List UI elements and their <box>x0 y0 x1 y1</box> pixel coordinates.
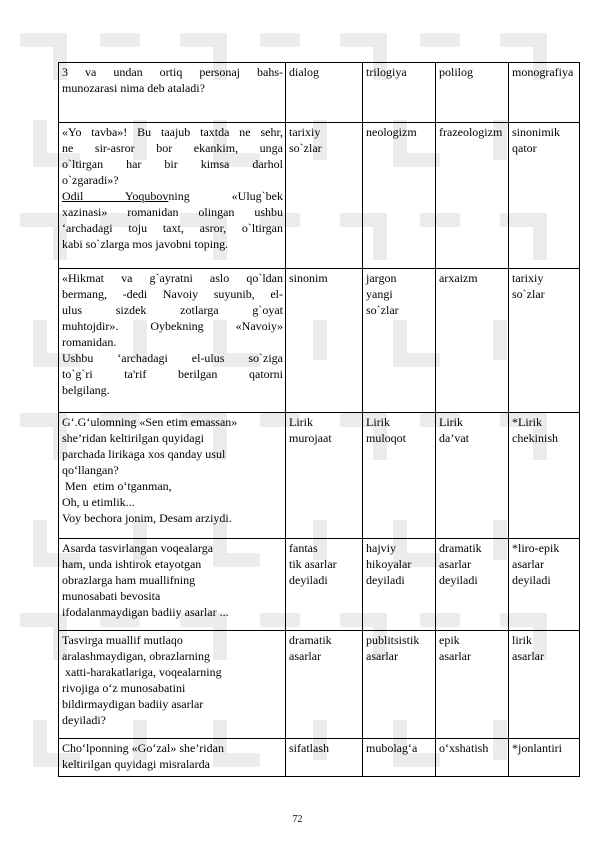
option-cell: dramatik asarlar <box>286 631 363 739</box>
option-cell: polilog <box>436 63 509 123</box>
question-line: ulus sizdek zotlarga g`oyat <box>62 303 283 317</box>
question-line: kabi so`zlarga mos javobni toping. <box>62 237 229 251</box>
option-cell: *jonlantiri <box>509 739 580 777</box>
question-line: ne sir-asror bor ekankim, unga <box>62 141 283 155</box>
question-line: keltirilgan quyidagi misralarda <box>62 757 210 771</box>
table-row <box>59 631 580 739</box>
question-line: muhtojdir». Oybekning «Navoiy» <box>62 319 283 333</box>
option-cell: sifatlash <box>286 739 363 777</box>
question-line: xazinasi» romanidan olingan ushbu <box>62 205 283 219</box>
poem-line: Oh, u etimlik... <box>62 495 135 509</box>
table-row <box>59 739 580 777</box>
question-cell <box>59 123 286 269</box>
poem-line: Voy bechora jonim, Desam arziydi. <box>62 511 232 525</box>
option-cell: epik asarlar <box>436 631 509 739</box>
question-line: she’ridan keltirilgan quyidagi <box>62 431 204 445</box>
question-line: Ushbu ‘archadagi el-ulus so`ziga <box>62 351 283 365</box>
question-line: qo‘llangan? <box>62 463 119 477</box>
option-cell: sinonim <box>286 269 363 413</box>
question-line: Asarda tasvirlangan voqealarga <box>62 541 214 555</box>
option-cell: sinonimik qator <box>509 123 580 269</box>
question-cell <box>59 631 286 739</box>
question-cell <box>59 63 286 123</box>
option-cell: trilogiya <box>363 63 436 123</box>
question-line: Cho‘lponning «Go‘zal» she’ridan <box>62 741 224 755</box>
question-line: 3 va undan ortiq personaj bahs- <box>62 65 283 79</box>
option-cell: mubolag‘a <box>363 739 436 777</box>
question-line: rivojiga o‘z munosabatini <box>62 681 186 695</box>
question-cell <box>59 539 286 631</box>
option-cell: lirik asarlar <box>509 631 580 739</box>
option-cell: arxaizm <box>436 269 509 413</box>
option-cell: *Lirik chekinish <box>509 413 580 539</box>
option-cell: Lirik murojaat <box>286 413 363 539</box>
table-row <box>59 63 580 123</box>
question-line: parchada lirikaga xos qanday usul <box>62 447 226 461</box>
question-line: o`zgaradi»? <box>62 173 119 187</box>
question-cell <box>59 269 286 413</box>
question-line: bildirmaydigan badiiy asarlar <box>62 697 204 711</box>
question-line: deyiladi? <box>62 713 106 727</box>
option-cell: Lirik muloqot <box>363 413 436 539</box>
option-cell: tarixiy so`zlar <box>286 123 363 269</box>
question-line: munozarasi nima deb ataladi? <box>62 81 205 95</box>
question-line: «Hikmat va g`ayratni aslo qo`ldan <box>62 271 283 285</box>
option-cell: hajviy hikoyalar deyiladi <box>363 539 436 631</box>
poem-line: Men etim o‘tganman, <box>62 479 172 493</box>
question-line: G‘.G‘ulomning «Sen etim emassan» <box>62 415 238 429</box>
option-cell: Lirik da’vat <box>436 413 509 539</box>
option-cell: dialog <box>286 63 363 123</box>
option-cell: *liro-epik asarlar deyiladi <box>509 539 580 631</box>
question-line: ham, unda ishtirok etayotgan <box>62 557 202 571</box>
page-number: 72 <box>292 814 303 825</box>
option-cell: jargon yangi so`zlar <box>363 269 436 413</box>
table-row <box>59 539 580 631</box>
question-line: xatti-harakatlariga, voqealarning <box>62 665 222 679</box>
question-line: «Yo tavba»! Bu taajub taxtda ne sehr, <box>62 125 283 139</box>
question-line: o`ltirgan har bir kimsa darhol <box>62 157 283 171</box>
option-cell: neologizm <box>363 123 436 269</box>
question-line: aralashmaydigan, obrazlarning <box>62 649 210 663</box>
option-cell: o‘xshatish <box>436 739 509 777</box>
question-line: bermang, -dedi Navoiy suyunib, el- <box>62 287 283 301</box>
option-cell: fantas tik asarlar deyiladi <box>286 539 363 631</box>
question-line: Tasvirga muallif mutlaqo <box>62 633 183 647</box>
question-line: ‘archadagi toju taxt, asror, o`ltirgan <box>62 221 283 235</box>
option-cell: frazeologizm <box>436 123 509 269</box>
table-row <box>59 413 580 539</box>
question-table <box>58 62 580 777</box>
table-row <box>59 269 580 413</box>
option-cell: publitsistik asarlar <box>363 631 436 739</box>
question-line: obrazlarga ham muallifning <box>62 573 196 587</box>
question-line: Odil Yoqubovning «Ulug`bek <box>62 189 284 203</box>
option-cell: tarixiy so`zlar <box>509 269 580 413</box>
question-line: belgilang. <box>62 383 110 397</box>
question-cell <box>59 739 286 777</box>
table-row <box>59 123 580 269</box>
option-cell: dramatik asarlar deyiladi <box>436 539 509 631</box>
option-cell: monografiya <box>509 63 580 123</box>
author-name: Odil Yoqubov <box>62 189 169 203</box>
question-cell <box>59 413 286 539</box>
question-line: romanidan. <box>62 335 117 349</box>
question-line: ifodalanmaydigan badiiy asarlar ... <box>62 605 229 619</box>
question-line: munosabati bevosita <box>62 589 161 603</box>
question-line: to`g`ri ta'rif berilgan qatorni <box>62 367 283 381</box>
